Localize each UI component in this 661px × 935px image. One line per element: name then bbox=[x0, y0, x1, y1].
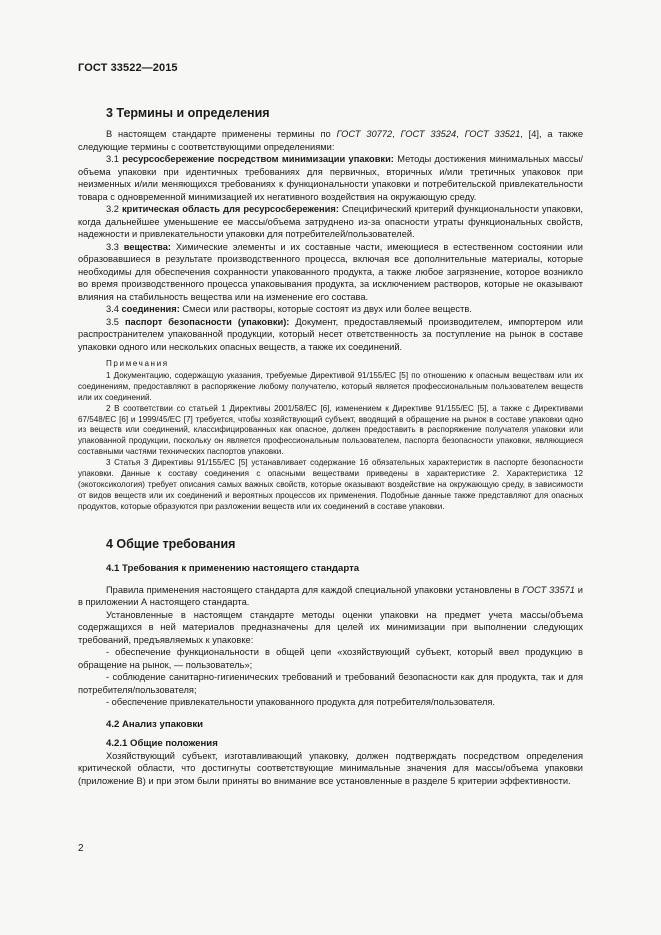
ref-gost-33571: ГОСТ 33571 bbox=[522, 584, 575, 595]
paragraph-4-2-1: Хозяйствующий субъект, изготавливающий упаковку, должен подтверждать посредством определения критической области, что достигнуты соответствующие минимальные значения для массы/объема упаковки (приложение В) и при этом были приняты во внимание все установленные в разделе 5 критерии эффективности. bbox=[78, 750, 583, 786]
term-name: паспорт безопасности (упаковки): bbox=[124, 316, 290, 327]
paragraph-4-1-methods: Установленные в настоящем стандарте методы оценки упаковки на предмет учета массы/объема содержащихся в ней материалов предназначены для целей их минимизации при выполнении следующих требований, предъявляемых к упаковке: bbox=[78, 609, 583, 645]
term-3-5: 3.5 паспорт безопасности (упаковки): Документ, предоставляемый производителем, импортером или распространителем упакованной продукции, который несет ответственность за поступление на рынок в составе упаковки одного или нескольких опасных веществ, а также их соединений. bbox=[78, 316, 583, 352]
term-name: вещества: bbox=[123, 241, 171, 252]
term-name: критическая область для ресурсосбережения: bbox=[122, 204, 339, 214]
ref-gost-30772: ГОСТ 30772 bbox=[336, 129, 393, 139]
term-3-3: 3.3 вещества: Химические элементы и их составные части, имеющиеся в естественном состоянии или образовавшиеся в результате производственного процесса, включая все дополнительные материалы, которые необходимы для обеспечения сохранности упакованного продукта, а также любое загрязнение, которое возникло во время производственного процесса упаковывания продукта, за исключением растворов, которые не оказывают влияния на стабильность вещества или на изменение его состава. bbox=[78, 241, 583, 302]
term-3-4: 3.4 соединения: Смеси или растворы, которые состоят из двух или более веществ. bbox=[106, 304, 472, 314]
section-3-title: 3 Термины и определения bbox=[106, 106, 270, 120]
term-name: соединения: bbox=[121, 304, 180, 314]
list-item: - обеспечение привлекательности упакованного продукта для потребителя/пользователя. bbox=[106, 697, 496, 708]
list-item: - соблюдение санитарно-гигиенических требований и требований безопасности как для продукта, так и для потребителя/пользователя; bbox=[78, 672, 583, 695]
term-3-1: 3.1 ресурсосбережение посредством минимизации упаковки: Методы достижения минимальных массы/объема упаковки при идентичных требованиях для первичных, вторичных и/или третичных упаковок при неизменных и/или меняющихся требованиях к функциональности упаковки и потребительской привлекательности товара с одновременной минимизацией их негативного воздействия на окружающую среду. bbox=[78, 154, 584, 202]
subsection-4-1-title: 4.1 Требования к применению настоящего стандарта bbox=[106, 562, 360, 574]
note-1: 1 Документацию, содержащую указания, требуемые Директивой 91/155/ЕС [5] по отношению к опасным веществам или их соединениям, предоставляют в распоряжение любому получателю, который является профессиональным пользователем веществ или их соединений. bbox=[78, 370, 583, 402]
ref-gost-33524: ГОСТ 33524 bbox=[400, 129, 457, 139]
note-3: 3 Статья 3 Директивы 91/155/ЕС [5] устанавливает содержание 16 обязательных характеристик в паспорте безопасности упаковки. Данные к составу соединения с опасными веществами приведены в характеристике 2. Характеристика 12 (экотоксикология) требует описания самых важных свойств, которые оказывают воздействие на окружающую среду, в зависимости от видов веществ или их соединений и вероятных процессов их применения. Подобные данные также представляют для опасных продуктов, которые образуются при разложении веществ или их соединений в составе упаковки. bbox=[78, 458, 583, 511]
notes-title: Примечания bbox=[106, 359, 169, 368]
document-code: ГОСТ 33522—2015 bbox=[78, 62, 178, 74]
paragraph-4-1-rules: Правила применения настоящего стандарта для каждой специальной упаковки установлены в ГОСТ 33571 и в приложении А настоящего стандарта. bbox=[78, 584, 583, 608]
list-item: - обеспечение функциональности в общей цепи «хозяйствующий субъект, который ввел продукцию в обращение на рынок, — пользователь»; bbox=[78, 647, 583, 670]
section-4-title: 4 Общие требования bbox=[106, 536, 236, 551]
notes-block bbox=[78, 359, 583, 513]
subsection-4-2-title: 4.2 Анализ упаковки bbox=[106, 718, 204, 730]
ref-gost-33521: ГОСТ 33521 bbox=[464, 129, 521, 139]
term-name: ресурсосбережение посредством минимизации упаковки: bbox=[122, 154, 394, 164]
page-number: 2 bbox=[78, 843, 84, 854]
section-3-intro: В настоящем стандарте применены термины по ГОСТ 30772, ГОСТ 33524, ГОСТ 33521, [4], а также следующие термины с соответствующими определениями: bbox=[78, 129, 584, 152]
page-content bbox=[78, 90, 583, 787]
term-3-2: 3.2 критическая область для ресурсосбережения: Специфический критерий функциональности упаковки, когда дальнейшее уменьшение ее массы/объема затруднено из-за опасности утраты функциональных свойств, надежности и привлекательности упаковки для потребителей/пользователей. bbox=[78, 204, 583, 239]
note-2: 2 В соответствии со статьей 1 Директивы 2001/58/ЕС [6], изменением к Директиве 91/155/ЕС [5], а также с Директивами 67/548/ЕС [6] и 1999/45/ЕС [7] требуется, чтобы хозяйствующий субъект, вводящий в обращение на рынок в составе упаковки одно из веществ или соединений, классифицированных как опасное, должен предоставить в распоряжение получателя упаковки или упакованной продукции, поскольку он является профессиональным пользователем, паспорта безопасности упаковки, являющиеся составными частями технических паспортов упаковки. bbox=[78, 403, 583, 457]
subsection-4-2-1-title: 4.2.1 Общие положения bbox=[106, 737, 218, 749]
